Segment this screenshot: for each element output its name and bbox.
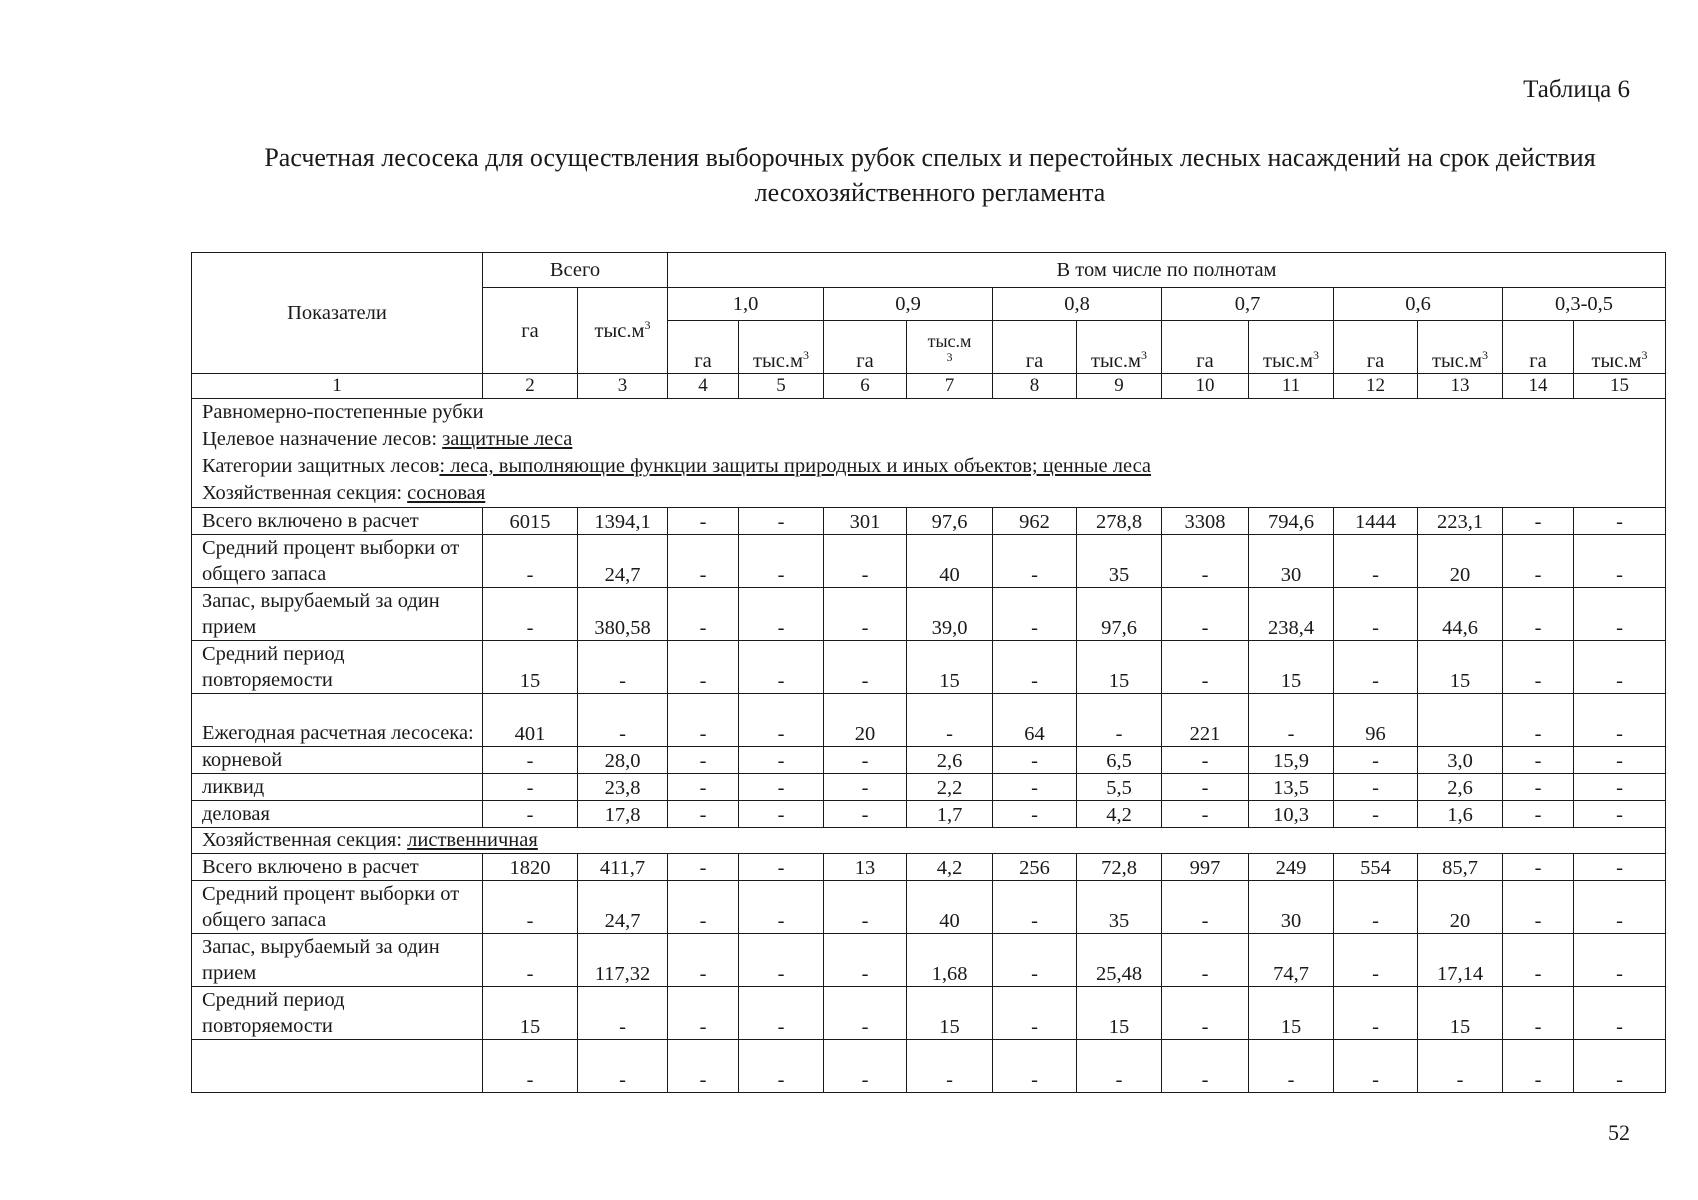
- table-cell: 15,9: [1249, 747, 1334, 774]
- table-cell: 1820: [483, 854, 578, 881]
- table-cell: -: [1574, 881, 1666, 934]
- table-cell: -: [483, 801, 578, 828]
- table-cell: -: [824, 535, 907, 588]
- table-cell: 1394,1: [578, 508, 668, 535]
- table-cell: 3308: [1162, 508, 1249, 535]
- document-title: Расчетная лесосека для осуществления выборочных рубок спелых и перестойных лесных насаждений на срок действия лесохозяйственного регламента: [264, 143, 1596, 207]
- unit-volume: $тыс.м^3$: [1077, 321, 1162, 374]
- unit-volume: $тыс.м^3$: [739, 321, 824, 374]
- table-cell: 117,32: [578, 934, 668, 987]
- table-cell: 1,7: [907, 801, 993, 828]
- table-cell: 221: [1162, 694, 1249, 747]
- table-cell: -: [1503, 854, 1574, 881]
- table-cell: -: [668, 801, 739, 828]
- unit-ha: га: [993, 321, 1077, 374]
- table-cell: -: [993, 1040, 1077, 1093]
- table-cell: -: [824, 641, 907, 694]
- column-number: 13: [1418, 374, 1503, 399]
- table-cell: -: [668, 535, 739, 588]
- table-cell: -: [1162, 641, 1249, 694]
- table-cell: 15: [483, 641, 578, 694]
- row-label: Средний период повторяемости: [192, 987, 483, 1040]
- row-label: Всего включено в расчет: [192, 508, 483, 535]
- table-cell: 24,7: [578, 881, 668, 934]
- table-cell: 223,1: [1418, 508, 1503, 535]
- table-row: [192, 694, 1666, 747]
- unit-volume: $тыс.м^3$: [1418, 321, 1503, 374]
- table-cell: -: [824, 987, 907, 1040]
- table-cell: -: [1334, 774, 1418, 801]
- table-cell: 10,3: [1249, 801, 1334, 828]
- table-cell: 554: [1334, 854, 1418, 881]
- economic-section-pine: Хозяйственная секция: сосновая: [202, 482, 486, 504]
- table-cell: 15: [1249, 987, 1334, 1040]
- table-cell: 256: [993, 854, 1077, 881]
- table-cell: 1,6: [1418, 801, 1503, 828]
- row-label: деловая: [192, 801, 483, 828]
- table-cell: -: [668, 774, 739, 801]
- table-cell: 17,8: [578, 801, 668, 828]
- table-cell: -: [1503, 535, 1574, 588]
- table-cell: 64: [993, 694, 1077, 747]
- row-label: корневой: [192, 747, 483, 774]
- table-cell: -: [824, 801, 907, 828]
- table-cell: -: [993, 747, 1077, 774]
- table-cell: -: [739, 801, 824, 828]
- header-total-ha: га: [483, 288, 578, 374]
- table-cell: -: [1503, 641, 1574, 694]
- forest-purpose: Целевое назначение лесов: защитные леса: [202, 428, 573, 450]
- table-cell: -: [483, 1040, 578, 1093]
- table-cell: -: [1574, 508, 1666, 535]
- table-cell: -: [1162, 881, 1249, 934]
- table-cell: -: [1574, 1040, 1666, 1093]
- table-cell: -: [1249, 1040, 1334, 1093]
- table-cell: -: [668, 747, 739, 774]
- table-cell: -: [1162, 801, 1249, 828]
- table-cell: -: [1162, 747, 1249, 774]
- header-by-density: В том числе по полнотам: [668, 253, 1666, 288]
- table-row: [192, 588, 1666, 641]
- table-cell: 17,14: [1418, 934, 1503, 987]
- table-cell: 20: [824, 694, 907, 747]
- table-cell: 96: [1334, 694, 1418, 747]
- table-cell: 72,8: [1077, 854, 1162, 881]
- table-cell: 4,2: [907, 854, 993, 881]
- table-cell: 301: [824, 508, 907, 535]
- table-cell: -: [1574, 641, 1666, 694]
- table-cell: -: [668, 588, 739, 641]
- table-row: [192, 1040, 1666, 1093]
- table-cell: -: [739, 774, 824, 801]
- row-label: Ежегодная расчетная лесосека:: [192, 694, 483, 747]
- table-cell: 40: [907, 535, 993, 588]
- row-label: Всего включено в расчет: [192, 854, 483, 881]
- table-cell: -: [1574, 774, 1666, 801]
- unit-volume: $тыс.м^3$: [1249, 321, 1334, 374]
- table-cell: 97,6: [907, 508, 993, 535]
- unit-ha: га: [1503, 321, 1574, 374]
- table-cell: 25,48: [1077, 934, 1162, 987]
- table-cell: -: [1334, 1040, 1418, 1093]
- header-density-0-6: 0,6: [1334, 288, 1503, 321]
- table-cell: -: [1503, 934, 1574, 987]
- table-cell: -: [1334, 987, 1418, 1040]
- column-number: 4: [668, 374, 739, 399]
- table-cell: -: [578, 987, 668, 1040]
- cutting-type: Равномерно-постепенные рубки: [202, 401, 484, 423]
- header-density-0-3-0-5: 0,3-0,5: [1503, 288, 1666, 321]
- table-row: [192, 987, 1666, 1040]
- table-cell: -: [578, 694, 668, 747]
- header-indicators: Показатели: [192, 253, 483, 374]
- table-cell: -: [668, 854, 739, 881]
- table-cell: 15: [1418, 641, 1503, 694]
- table-row: [192, 934, 1666, 987]
- table-cell: 15: [1077, 987, 1162, 1040]
- table-row: [192, 881, 1666, 934]
- column-number: 5: [739, 374, 824, 399]
- column-number: 1: [192, 374, 483, 399]
- table-cell: -: [1334, 588, 1418, 641]
- row-label: Средний процент выборки от общего запаса: [192, 881, 483, 934]
- section-header-larch: Хозяйственная секция: лиственничная: [192, 828, 1666, 854]
- table-cell: -: [824, 1040, 907, 1093]
- table-cell: 97,6: [1077, 588, 1162, 641]
- table-cell: 15: [1249, 641, 1334, 694]
- column-number: 12: [1334, 374, 1418, 399]
- table-cell: 13: [824, 854, 907, 881]
- table-cell: 15: [907, 987, 993, 1040]
- table-row: [192, 641, 1666, 694]
- table-cell: -: [1503, 588, 1574, 641]
- table-cell: -: [1334, 881, 1418, 934]
- table-cell: -: [1162, 774, 1249, 801]
- cutting-area-table: [191, 252, 1666, 1093]
- table-cell: -: [824, 881, 907, 934]
- unit-volume: тыс.м 3: [907, 321, 993, 374]
- header-density-0-8: 0,8: [993, 288, 1162, 321]
- table-cell: 30: [1249, 535, 1334, 588]
- table-cell: 74,7: [1249, 934, 1334, 987]
- column-number: 10: [1162, 374, 1249, 399]
- table-cell: -: [483, 588, 578, 641]
- unit-ha: га: [668, 321, 739, 374]
- column-number: 9: [1077, 374, 1162, 399]
- table-cell: 44,6: [1418, 588, 1503, 641]
- table-cell: 1,68: [907, 934, 993, 987]
- table-cell: 2,6: [1418, 774, 1503, 801]
- table-cell: 3,0: [1418, 747, 1503, 774]
- table-cell: -: [824, 934, 907, 987]
- table-row: [192, 854, 1666, 881]
- table-cell: -: [668, 1040, 739, 1093]
- row-label: Запас, вырубаемый за один прием: [192, 934, 483, 987]
- table-cell: -: [668, 987, 739, 1040]
- table-label: Таблица 6: [1523, 76, 1630, 103]
- table-cell: 249: [1249, 854, 1334, 881]
- table-cell: 794,6: [1249, 508, 1334, 535]
- table-cell: -: [668, 508, 739, 535]
- table-cell: -: [1503, 881, 1574, 934]
- table-cell: -: [824, 774, 907, 801]
- table-cell: -: [993, 987, 1077, 1040]
- table-cell: -: [1334, 801, 1418, 828]
- table-cell: -: [1574, 694, 1666, 747]
- table-cell: -: [1574, 535, 1666, 588]
- table-cell: -: [1503, 747, 1574, 774]
- table-cell: 15: [907, 641, 993, 694]
- table-cell: -: [483, 881, 578, 934]
- table-cell: -: [824, 588, 907, 641]
- column-number: 7: [907, 374, 993, 399]
- table-cell: 962: [993, 508, 1077, 535]
- unit-ha: га: [824, 321, 907, 374]
- table-cell: 15: [483, 987, 578, 1040]
- row-label: Средний период повторяемости: [192, 641, 483, 694]
- table-cell: -: [1334, 934, 1418, 987]
- column-number: 8: [993, 374, 1077, 399]
- header-density-0-9: 0,9: [824, 288, 993, 321]
- table-row: [192, 801, 1666, 828]
- table-cell: -: [739, 641, 824, 694]
- table-cell: -: [1334, 535, 1418, 588]
- table-cell: -: [483, 934, 578, 987]
- table-cell: [1418, 694, 1503, 747]
- table-cell: -: [1249, 694, 1334, 747]
- column-number: 15: [1574, 374, 1666, 399]
- table-cell: -: [668, 881, 739, 934]
- table-cell: -: [1574, 987, 1666, 1040]
- table-cell: -: [739, 881, 824, 934]
- table-cell: -: [824, 747, 907, 774]
- unit-ha: га: [1162, 321, 1249, 374]
- table-cell: -: [739, 1040, 824, 1093]
- table-cell: -: [1503, 1040, 1574, 1093]
- table-cell: -: [483, 535, 578, 588]
- table-cell: -: [483, 774, 578, 801]
- table-cell: -: [907, 1040, 993, 1093]
- table-cell: -: [993, 774, 1077, 801]
- table-cell: 15: [1418, 987, 1503, 1040]
- table-cell: -: [993, 881, 1077, 934]
- table-cell: 28,0: [578, 747, 668, 774]
- table-cell: 39,0: [907, 588, 993, 641]
- table-cell: -: [1503, 694, 1574, 747]
- table-cell: -: [1334, 747, 1418, 774]
- table-cell: 13,5: [1249, 774, 1334, 801]
- table-cell: -: [739, 854, 824, 881]
- table-cell: -: [739, 588, 824, 641]
- table-cell: -: [739, 987, 824, 1040]
- table-cell: 380,58: [578, 588, 668, 641]
- column-number: 14: [1503, 374, 1574, 399]
- table-cell: 35: [1077, 881, 1162, 934]
- row-label: Запас, вырубаемый за один прием: [192, 588, 483, 641]
- table-cell: -: [1162, 588, 1249, 641]
- table-cell: -: [1503, 774, 1574, 801]
- table-cell: -: [739, 747, 824, 774]
- table-cell: -: [993, 535, 1077, 588]
- table-cell: 23,8: [578, 774, 668, 801]
- table-cell: -: [993, 588, 1077, 641]
- table-cell: 1444: [1334, 508, 1418, 535]
- table-cell: -: [1418, 1040, 1503, 1093]
- table-cell: -: [1574, 801, 1666, 828]
- page-number: 52: [1608, 1120, 1630, 1145]
- table-cell: 5,5: [1077, 774, 1162, 801]
- table-cell: -: [739, 535, 824, 588]
- table-row: [192, 774, 1666, 801]
- table-row: [192, 535, 1666, 588]
- table-cell: -: [1162, 1040, 1249, 1093]
- table-cell: -: [739, 934, 824, 987]
- table-cell: 411,7: [578, 854, 668, 881]
- table-cell: -: [1503, 508, 1574, 535]
- table-cell: -: [1503, 801, 1574, 828]
- table-cell: 15: [1077, 641, 1162, 694]
- table-cell: -: [578, 641, 668, 694]
- unit-ha: га: [1334, 321, 1418, 374]
- table-cell: 40: [907, 881, 993, 934]
- table-cell: -: [668, 641, 739, 694]
- header-density-0-7: 0,7: [1162, 288, 1334, 321]
- table-cell: -: [1574, 854, 1666, 881]
- table-cell: -: [993, 801, 1077, 828]
- column-number: 2: [483, 374, 578, 399]
- table-cell: 278,8: [1077, 508, 1162, 535]
- table-cell: -: [1334, 641, 1418, 694]
- table-cell: -: [578, 1040, 668, 1093]
- table-cell: -: [993, 641, 1077, 694]
- table-row: [192, 508, 1666, 535]
- table-cell: -: [1503, 987, 1574, 1040]
- table-cell: 6015: [483, 508, 578, 535]
- table-cell: -: [739, 508, 824, 535]
- table-cell: -: [1162, 535, 1249, 588]
- table-cell: -: [739, 694, 824, 747]
- table-cell: 2,6: [907, 747, 993, 774]
- table-cell: -: [1162, 934, 1249, 987]
- column-number: 3: [578, 374, 668, 399]
- row-label: Средний процент выборки от общего запаса: [192, 535, 483, 588]
- column-number: 6: [824, 374, 907, 399]
- table-cell: 4,2: [1077, 801, 1162, 828]
- table-cell: -: [668, 934, 739, 987]
- table-cell: -: [993, 934, 1077, 987]
- table-cell: 30: [1249, 881, 1334, 934]
- table-cell: -: [483, 747, 578, 774]
- table-cell: 24,7: [578, 535, 668, 588]
- table-cell: 20: [1418, 535, 1503, 588]
- header-density-1-0: 1,0: [668, 288, 824, 321]
- table-cell: 997: [1162, 854, 1249, 881]
- table-cell: 35: [1077, 535, 1162, 588]
- column-number: 11: [1249, 374, 1334, 399]
- header-total: Всего: [483, 253, 668, 288]
- protective-category: Категории защитных лесов: леса, выполняющие функции защиты природных и иных объектов; ценные леса: [202, 455, 1152, 477]
- header-total-volume: $тыс.м^3$: [578, 288, 668, 374]
- row-label: [192, 1040, 483, 1093]
- table-row: [192, 747, 1666, 774]
- table-cell: 2,2: [907, 774, 993, 801]
- table-cell: 6,5: [1077, 747, 1162, 774]
- table-cell: 238,4: [1249, 588, 1334, 641]
- table-cell: -: [1574, 747, 1666, 774]
- table-cell: -: [907, 694, 993, 747]
- unit-volume: $тыс.м^3$: [1574, 321, 1666, 374]
- table-cell: -: [1077, 1040, 1162, 1093]
- table-cell: 85,7: [1418, 854, 1503, 881]
- table-cell: -: [1574, 588, 1666, 641]
- row-label: ликвид: [192, 774, 483, 801]
- table-cell: -: [668, 694, 739, 747]
- section-header-pine: [192, 399, 1666, 508]
- table-cell: -: [1574, 934, 1666, 987]
- table-cell: -: [1162, 987, 1249, 1040]
- table-cell: 401: [483, 694, 578, 747]
- table-cell: -: [1077, 694, 1162, 747]
- table-cell: 20: [1418, 881, 1503, 934]
